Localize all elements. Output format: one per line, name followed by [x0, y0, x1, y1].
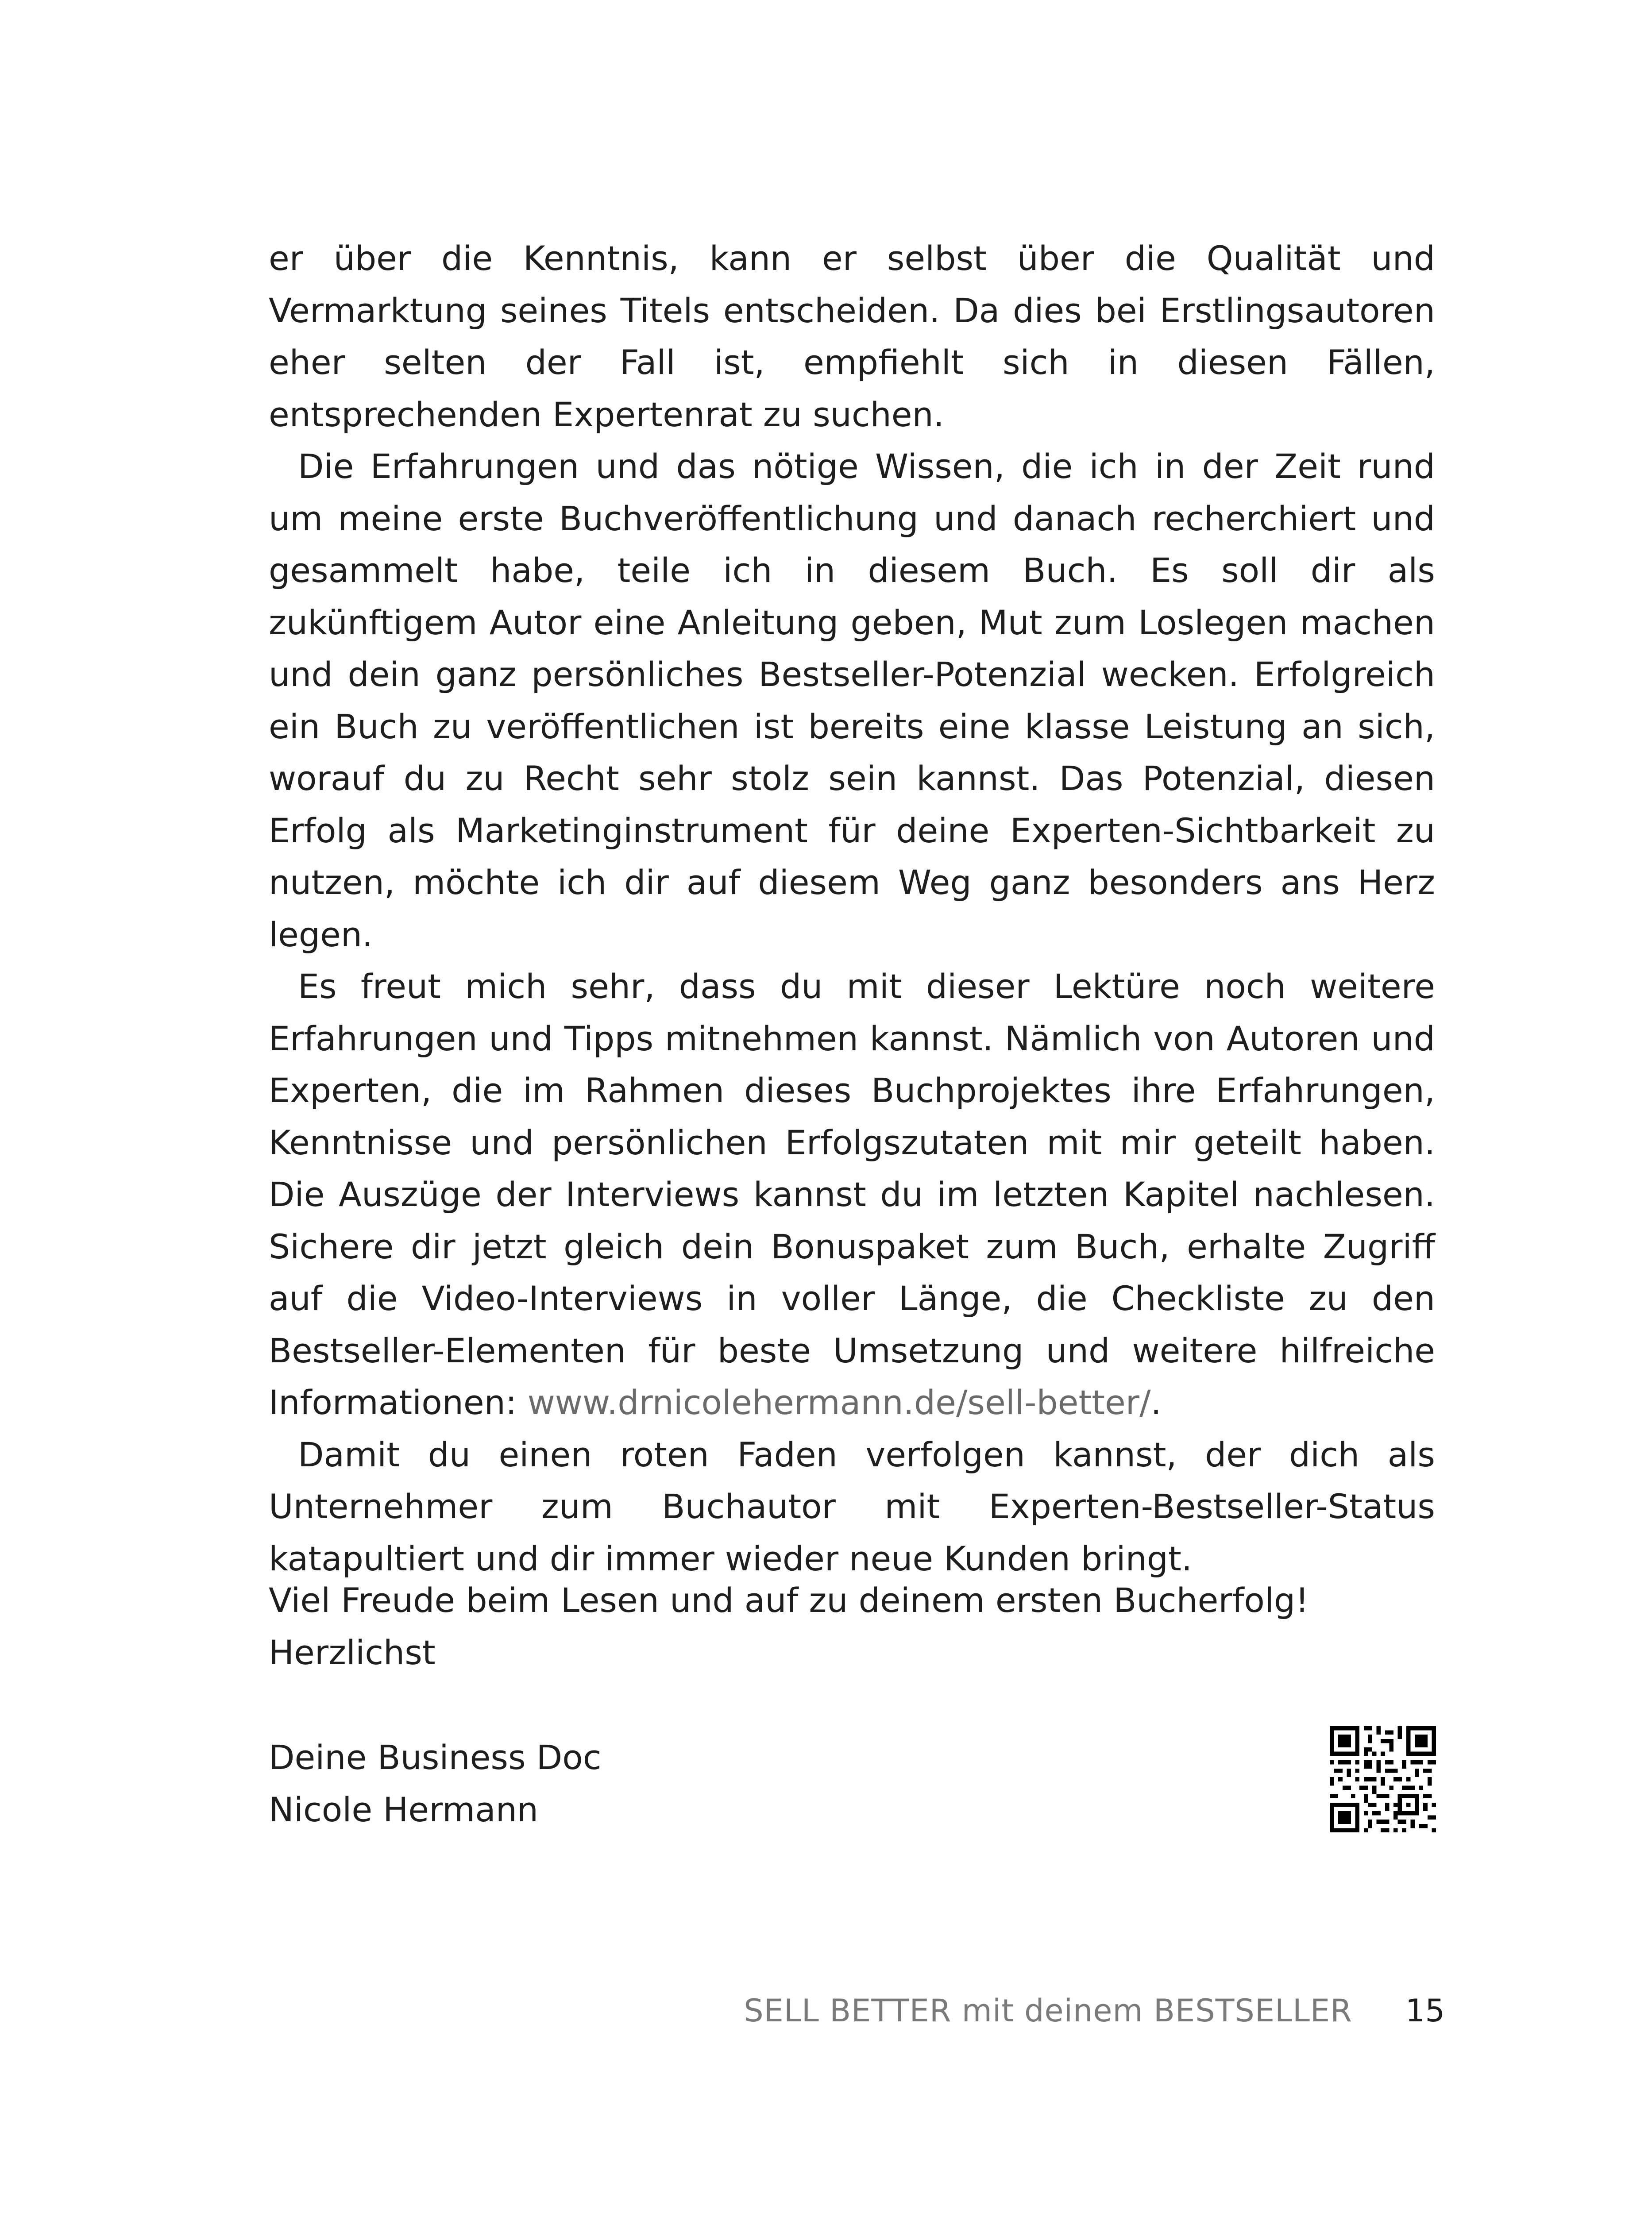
paragraph [269, 960, 1435, 1429]
page-footer [744, 1991, 1445, 2031]
page-number: 15 [1405, 1993, 1445, 2029]
link-suffix: . [1150, 1383, 1162, 1422]
signature-name: Nicole Hermann [269, 1789, 539, 1829]
signature-line: Deine Business Doc [269, 1738, 602, 1777]
paragraph: Die Erfahrungen und das nötige Wissen, die ich in der Zeit rund um meine erste Buchveröffentlichung und danach recherchiert und gesammelt habe, teile ich in diesem Buch. Es soll dir als zukünftigem Autor eine Anleitung geben, Mut zum Loslegen machen und dein ganz persönliches Bestseller-Potenzial wecken. Erfolgreich ein Buch zu veröffentlichen ist bereits eine klasse Leistung an sich, worauf du zu Recht sehr stolz sein kannst. Das Potenzial, diesen Erfolg als Marketinginstrument für deine Experten-Sichtbarkeit zu nutzen, möchte ich dir auf diesem Weg ganz besonders ans Herz legen. [269, 447, 1435, 954]
running-head: SELL BETTER mit deinem BESTSELLER [744, 1993, 1352, 2029]
qr-code-icon [1330, 1726, 1436, 1832]
main-text [269, 232, 1435, 1585]
bonus-link[interactable]: www.drnicolehermann.de/sell-better/ [527, 1383, 1151, 1422]
paragraph: er über die Kenntnis, kann er selbst über die Qualität und Vermarktung seines Titels entscheiden. Da dies bei Erstlingsautoren eher selten der Fall ist, empfiehlt sich in diesen Fällen, entsprechenden Expertenrat zu suchen. [269, 239, 1435, 434]
closing-line: Viel Freude beim Lesen und auf zu deinem ersten Bucherfolg! [269, 1581, 1309, 1620]
signature [269, 1731, 1435, 1835]
paragraph-text: Es freut mich sehr, dass du mit dieser Lektüre noch weitere Erfahrungen und Tipps mitnehmen kannst. Nämlich von Autoren und Experten, die im Rahmen dieses Buchprojektes ihre Erfahrungen, Kenntnisse und persönlichen Erfolgszutaten mit mir geteilt haben. Die Auszüge der Interviews kannst du im letzten Kapitel nachlesen. Sichere dir jetzt gleich dein Bonuspaket zum Buch, erhalte Zugriff auf die Video-Interviews in voller Länge, die Checkliste zu den Bestseller-Elementen für beste Umsetzung und weitere hilfreiche Informationen: [269, 967, 1435, 1422]
closing [269, 1574, 1435, 1678]
closing-greeting: Herzlichst [269, 1632, 436, 1672]
paragraph: Damit du einen roten Faden verfolgen kannst, der dich als Unternehmer zum Buchautor mit Experten-Bestseller-Status katapultiert und dir immer wieder neue Kunden bringt. [269, 1434, 1435, 1578]
